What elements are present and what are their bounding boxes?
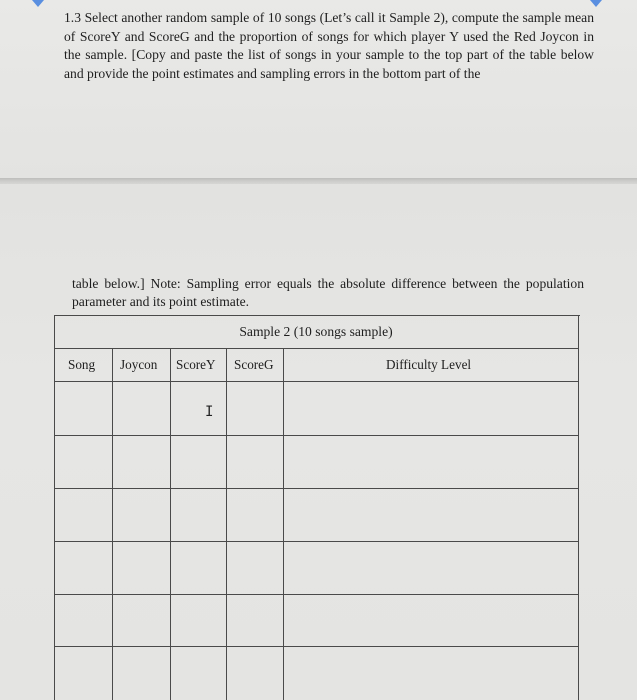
selection-handle-left-icon[interactable] [32, 0, 44, 7]
table-row [54, 594, 579, 595]
question-paragraph-continued: table below.] Note: Sampling error equals the absolute difference between the population parameter and its point estimate. [72, 276, 584, 309]
table-row [54, 488, 579, 489]
question-paragraph: 1.3 Select another random sample of 10 songs (Let’s call it Sample 2), compute the sample mean of ScoreY and ScoreG and the proportion of songs for which player Y used the Red Joycon in the sample. [Copy and paste the list of songs in your sample to the top part of the table below and provide the point estimates and sampling errors in the bottom part of the [64, 10, 594, 81]
table-row [54, 541, 579, 542]
column-header-scoreg: ScoreG [234, 357, 274, 372]
table-caption: Sample 2 (10 songs sample) [239, 324, 393, 339]
table-border-top [54, 315, 580, 316]
document-page-upper [0, 0, 637, 178]
table-rule [54, 381, 579, 382]
column-divider [170, 349, 171, 700]
document-page-lower [0, 184, 637, 700]
column-divider [112, 349, 113, 700]
text-cursor-icon: I [205, 404, 214, 420]
table-border-right [578, 315, 579, 700]
column-header-difficulty-level: Difficulty Level [386, 357, 472, 372]
table-border-left [54, 315, 55, 700]
column-header-joycon: Joycon [120, 357, 158, 372]
column-header-scorey: ScoreY [176, 357, 216, 372]
column-divider [226, 349, 227, 700]
table-row [54, 646, 579, 647]
column-header-song: Song [68, 357, 96, 372]
table-row [54, 435, 579, 436]
table-rule [54, 348, 579, 349]
selection-handle-right-icon[interactable] [590, 0, 602, 7]
column-divider [283, 349, 284, 700]
